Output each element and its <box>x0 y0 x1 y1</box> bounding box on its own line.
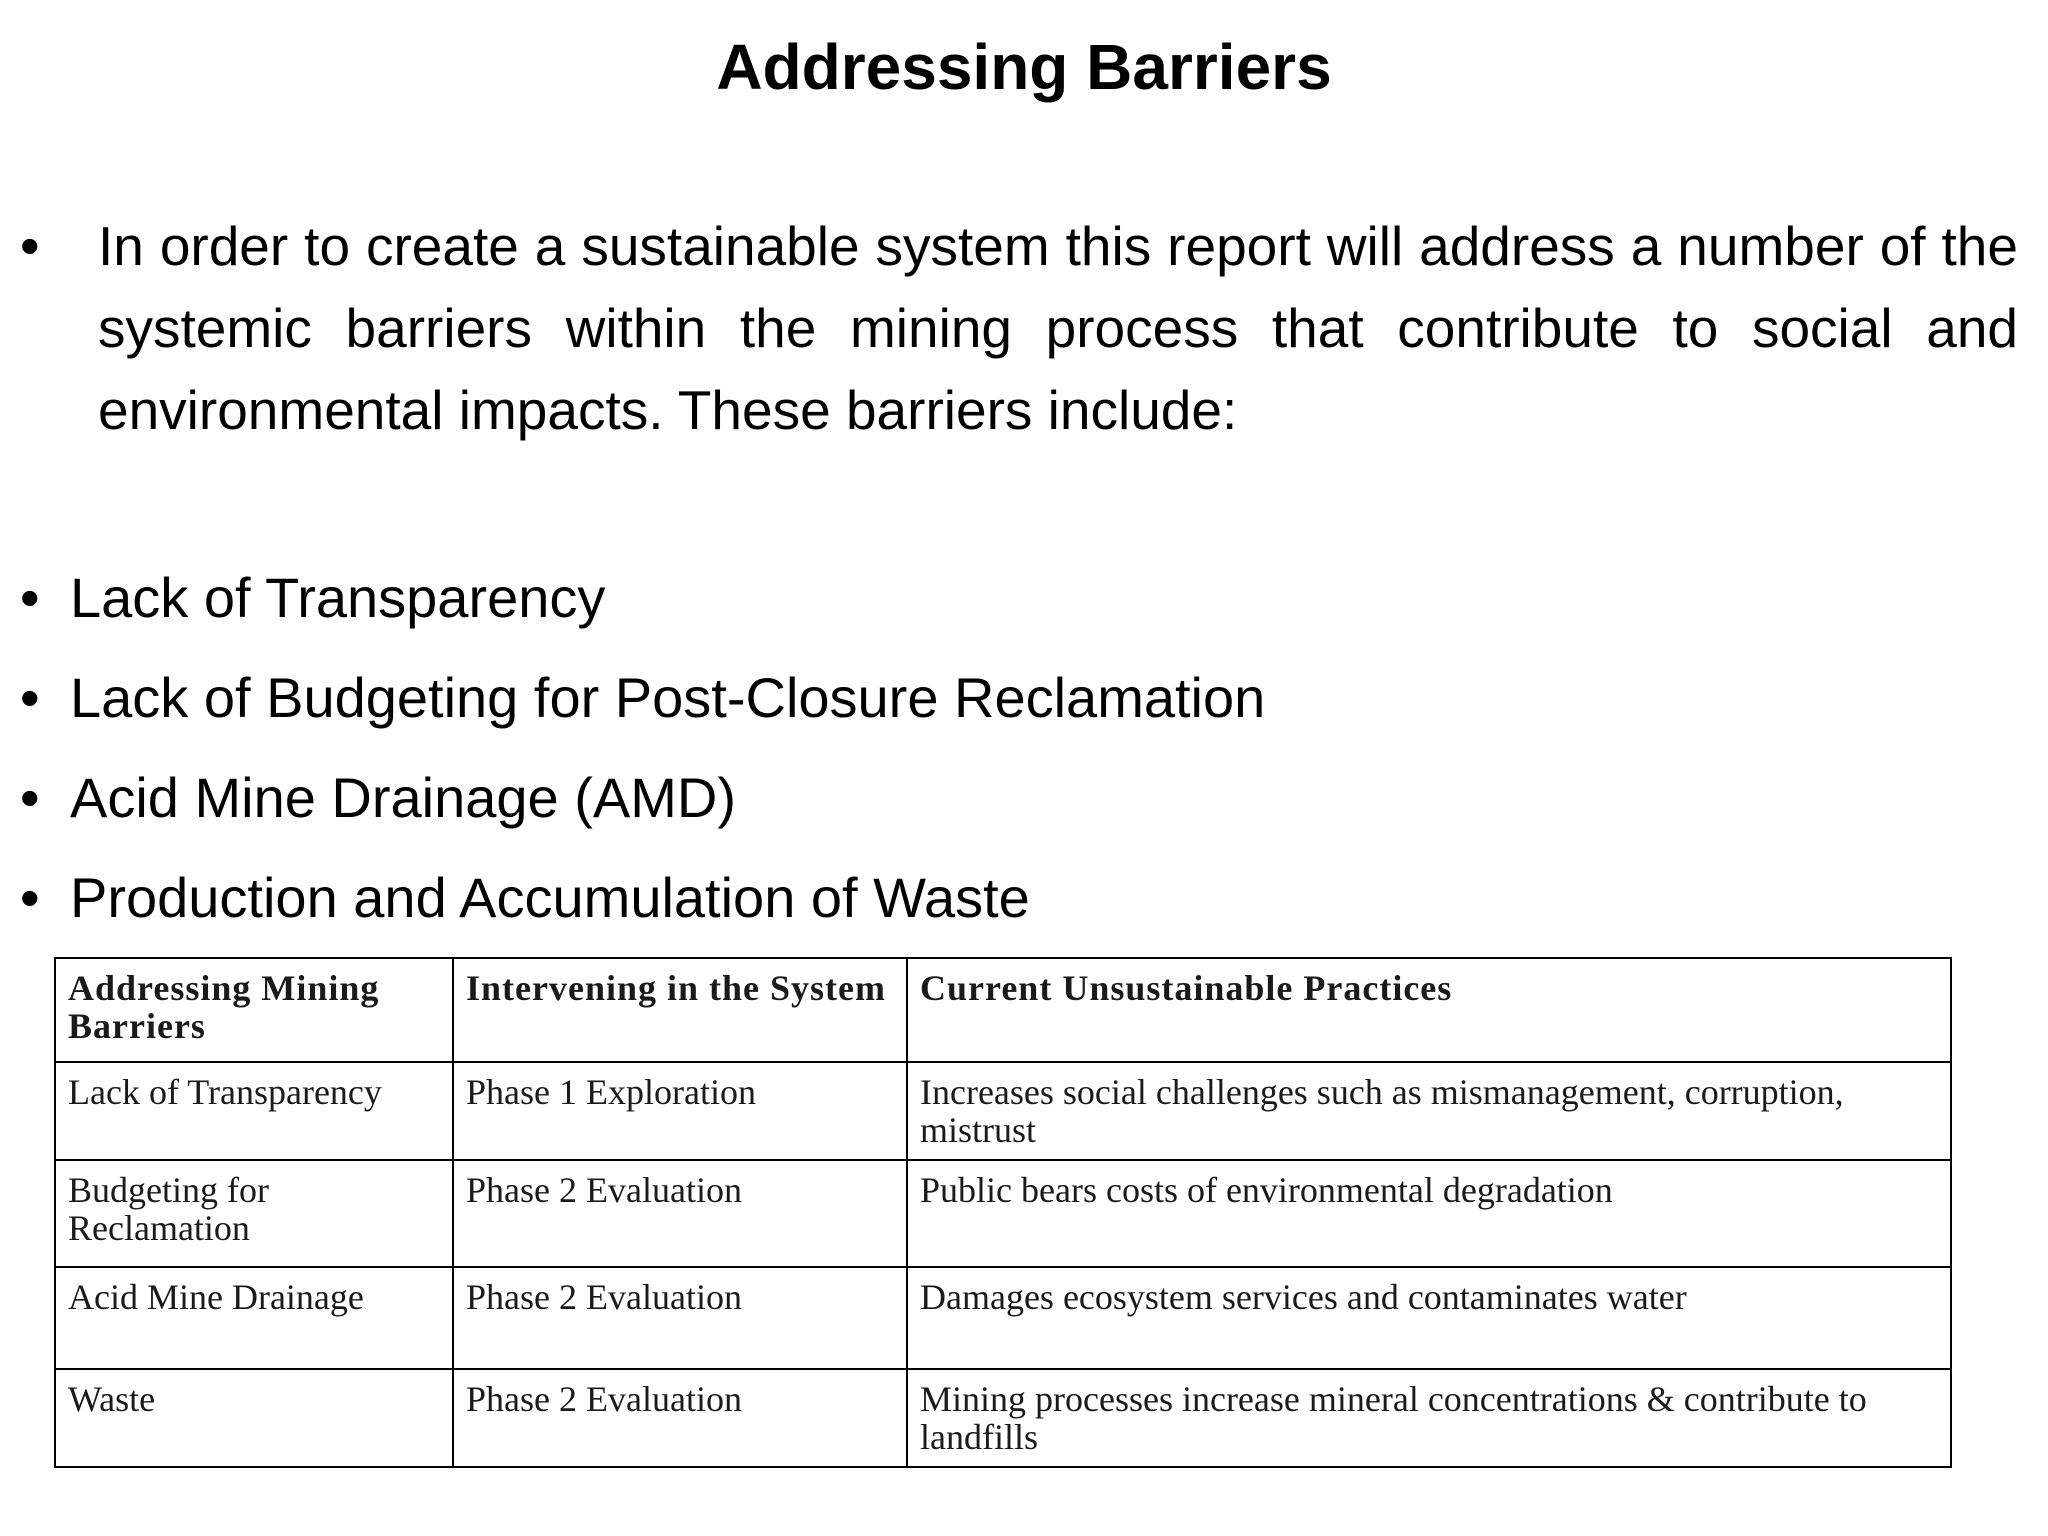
table-row <box>55 1369 1951 1467</box>
table-row <box>55 1160 1951 1267</box>
header-intervening: Intervening in the System <box>453 958 907 1062</box>
barrier-item-amd: • Acid Mine Drainage (AMD) <box>20 748 1265 848</box>
slide-title: Addressing Barriers <box>716 31 1332 103</box>
table-row <box>55 1062 1951 1160</box>
table-cell: Phase 2 Evaluation <box>453 1267 907 1369</box>
barrier-item-budgeting: • Lack of Budgeting for Post-Closure Reclamation <box>20 648 1265 748</box>
barrier-item-waste: • Production and Accumulation of Waste <box>20 848 1265 948</box>
barrier-list <box>20 548 1265 948</box>
table-cell: Mining processes increase mineral concentrations & contribute to landfills <box>907 1369 1951 1467</box>
table-cell: Phase 2 Evaluation <box>453 1160 907 1267</box>
table-row <box>55 1267 1951 1369</box>
barrier-item-transparency: • Lack of Transparency <box>20 548 1265 648</box>
table-cell: Lack of Transparency <box>55 1062 453 1160</box>
header-addressing-barriers: Addressing Mining Barriers <box>55 958 453 1062</box>
table-cell: Acid Mine Drainage <box>55 1267 453 1369</box>
barriers-table <box>54 957 1952 1468</box>
table-cell: Phase 1 Exploration <box>453 1062 907 1160</box>
intro-paragraph <box>20 205 2018 451</box>
table-cell: Phase 2 Evaluation <box>453 1369 907 1467</box>
header-current-practices: Current Unsustainable Practices <box>907 958 1951 1062</box>
table-cell: Budgeting for Reclamation <box>55 1160 453 1267</box>
table-cell: Waste <box>55 1369 453 1467</box>
intro-text: In order to create a sustainable system this report will address a number of the systemic barriers within the mining process that contribute to social and environmental impacts. These barriers include: <box>98 215 2018 441</box>
table-cell: Increases social challenges such as mismanagement, corruption, mistrust <box>907 1062 1951 1160</box>
table-cell: Public bears costs of environmental degradation <box>907 1160 1951 1267</box>
intro-bullet: • <box>20 214 40 277</box>
table-header-row <box>55 958 1951 1062</box>
table-cell: Damages ecosystem services and contaminates water <box>907 1267 1951 1369</box>
